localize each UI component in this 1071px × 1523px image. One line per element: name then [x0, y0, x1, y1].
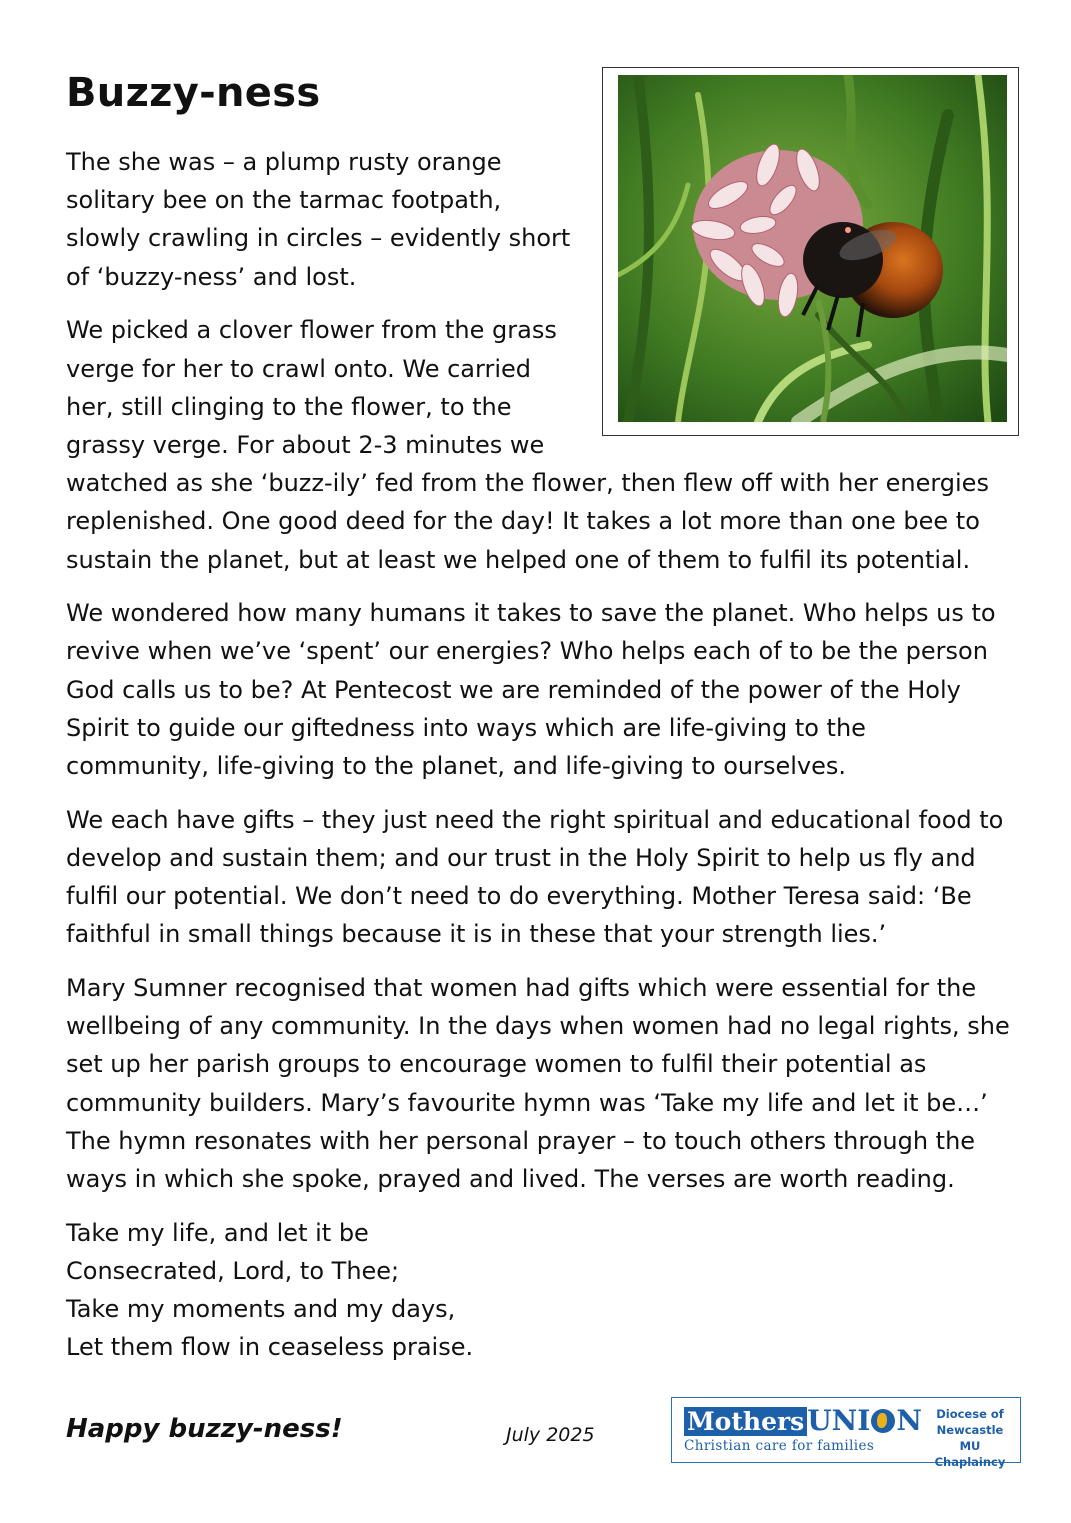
article-body	[66, 143, 1011, 1367]
date: July 2025	[506, 1424, 595, 1446]
paragraph-1: The she was – a plump rusty orange solitary bee on the tarmac footpath, slowly crawling in circles – evidently short of ‘buzzy-ness’ and lost.	[66, 148, 571, 291]
diocese-line-3: MU Chaplaincy	[934, 1439, 1006, 1469]
mothers-union-logo	[671, 1397, 1021, 1469]
page-title: Buzzy-ness	[66, 70, 321, 116]
hymn-line-3: Take my moments and my days,	[66, 1295, 456, 1324]
hymn-line-2: Consecrated, Lord, to Thee;	[66, 1256, 400, 1285]
globe-icon	[871, 1409, 895, 1433]
paragraph-5: Mary Sumner recognised that women had gifts which were essential for the wellbeing of any community. In the days when women had no legal rights, she set up her parish groups to encourage women to fulfil their potential as community builders. Mary’s favourite hymn was ‘Take my life and let it be…’ The hymn resonates with her personal prayer – to touch others through the ways in which she spoke, prayed and lived. The verses are worth reading.	[66, 974, 1010, 1194]
diocese-line-2: Newcastle	[936, 1423, 1004, 1437]
signoff: Happy buzzy-ness!	[66, 1414, 343, 1444]
hymn-verse	[66, 1214, 1011, 1367]
logo-wordmark	[684, 1406, 922, 1437]
logo-mothers: Mothers	[684, 1407, 807, 1436]
logo-union-right: N	[896, 1404, 922, 1437]
logo-tagline: Christian care for families	[684, 1438, 875, 1454]
hymn-line-1: Take my life, and let it be	[66, 1218, 369, 1247]
bee-photo-frame	[602, 67, 1019, 436]
diocese-line-1: Diocese of	[936, 1407, 1004, 1421]
paragraph-3: We wondered how many humans it takes to save the planet. Who helps us to revive when we’ve ‘spent’ our energies? Who helps each of to be the person God calls us to be? At Pentecost we are reminded of the power of the Holy Spirit to guide our giftedness into ways which are life-giving to the community, life-giving to the planet, and life-giving to ourselves.	[66, 599, 996, 781]
bee-on-clover-photo	[618, 75, 1007, 422]
logo-diocese	[924, 1406, 1016, 1470]
paragraph-2: We picked a clover flower from the grass verge for her to crawl onto. We carried her, still clinging to the flower, to the grassy verge. For about 2-3 minutes we watched as she ‘buzz-ily’ fed from the flower, then flew off with her energies replenished. One good deed for the day! It takes a lot more than one bee to sustain the planet, but at least we helped one of them to fulfil its potential.	[66, 316, 989, 574]
hymn-line-4: Let them flow in ceaseless praise.	[66, 1333, 474, 1362]
paragraph-4: We each have gifts – they just need the right spiritual and educational food to develop and sustain them; and our trust in the Holy Spirit to help us fly and fulfil our potential. We don’t need to do everything. Mother Teresa said: ‘Be faithful in small things because it is in these that your strength lies.’	[66, 805, 1004, 949]
logo-union-left: UNI	[807, 1404, 871, 1437]
